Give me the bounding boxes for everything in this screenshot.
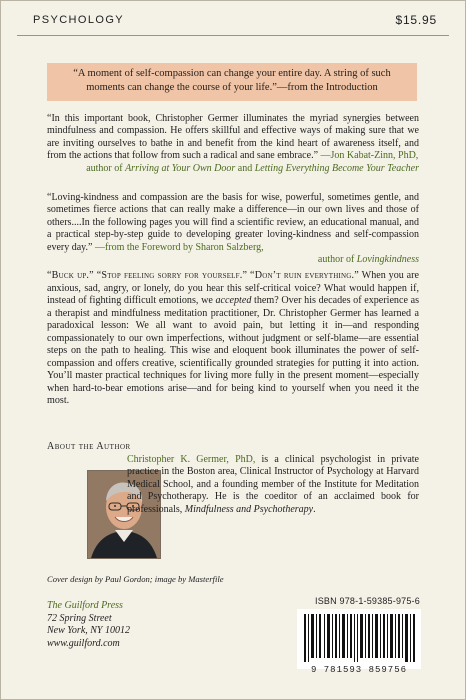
description-lead: “Stop feeling sorry for yourself.”: [96, 270, 248, 281]
author-bio: [127, 454, 419, 516]
barcode-graphic: [297, 609, 421, 669]
description-emphasis: accepted: [215, 295, 252, 306]
publisher-website: www.guilford.com: [47, 637, 120, 649]
author-book-title: Mindfulness and Psychotherapy: [184, 503, 314, 515]
header-divider: [17, 35, 449, 36]
about-author-heading: About the Author: [47, 441, 131, 452]
book-title: Lovingkindness: [356, 254, 419, 266]
endorsement-author: —Jon Kabat-Zinn, PhD,: [320, 150, 419, 162]
description-body: them? Over his decades of experience as a therapist and mindfulness meditation practitioner, Dr. Christopher Germer has learned a paradoxical lesson: We all want to avoid pain, but letting it in—and responding compassionately to our own imperfections, without judgment or self-blame—are essential steps on the path to healing. This wise and eloquent book illuminates the power of self-compassion and offers creative, scientifically grounded strategies for putting it into action. You’ll master practical techniques for living more fully in the present moment—especially when hard-to-bear emotions arise—and for being kind to yourself when you need it the most.: [47, 295, 419, 406]
category-label: PSYCHOLOGY: [33, 14, 125, 26]
credential-prefix: author of: [86, 162, 126, 174]
endorsement-salzberg: [47, 192, 419, 266]
description-body: When you are anxious, sad, angry, or lonely, do you hear this self-critical voice? What would happen if, instead of fighting difficult emotions, we: [47, 270, 419, 306]
endorsement-text: “In this important book, Christopher Germer illuminates the myriad synergies between mindfulness and compassion. He offers skillful and effective ways of making sure that we are inviting ourselves to bathe in and benefit from the kind heart of awareness itself, and from the actions that follow from such a radical and sane embrace.”: [47, 113, 419, 162]
publisher-name: The Guilford Press: [47, 600, 123, 611]
publisher-city: New York, NY 10012: [47, 625, 130, 637]
cover-credits: Cover design by Paul Gordon; image by Masterfile: [47, 574, 224, 584]
book-title: Arriving at Your Own Door: [125, 162, 236, 174]
author-bio-end: .: [313, 503, 316, 515]
featured-quote-text: “A moment of self-compassion can change your entire day. A string of such moments can change the course of your life.”—from the Introduction: [73, 68, 391, 93]
credential-prefix: author of: [317, 254, 357, 266]
featured-quote-box: [47, 63, 417, 101]
publisher-info: [47, 600, 130, 650]
endorsement-credit: [47, 163, 419, 175]
book-description: [47, 270, 419, 408]
price-label: $15.95: [395, 13, 437, 27]
author-bio-text: is a clinical psychologist in private practice in the Boston area, Clinical Instructor of Psychology at Harvard Medical School, and a founding member of the Institute for Meditation and Psychotherapy. He is the coeditor of an acclaimed book for professionals,: [127, 454, 419, 515]
description-lead: “Don’t ruin everything.”: [250, 270, 359, 281]
isbn-label: ISBN 978-1-59385-975-6: [315, 596, 420, 606]
description-lead: “Buck up.”: [47, 270, 94, 281]
author-name: Christopher K. Germer, PhD,: [127, 454, 256, 465]
endorsement-text: “Loving-kindness and compassion are the basis for wise, powerful, sometimes gentle, and sometimes fierce actions that can really make a difference—in our own lives and those of others....In the following pages you will find a scientific review, an educational manual, and a practical step-by-step guide to developing greater loving-kindness and self-compassion every day.”: [47, 192, 419, 253]
publisher-street: 72 Spring Street: [47, 612, 112, 624]
cover-header: [1, 1, 465, 35]
barcode-number: 9 781593 859756: [310, 665, 407, 675]
conjunction: and: [235, 162, 255, 174]
foreword-source: —from the Foreword by Sharon Salzberg,: [94, 241, 264, 253]
endorsement-credit: [47, 254, 419, 266]
endorsement-kabat-zinn: [47, 113, 419, 175]
book-title: Letting Everything Become Your Teacher: [254, 162, 419, 174]
